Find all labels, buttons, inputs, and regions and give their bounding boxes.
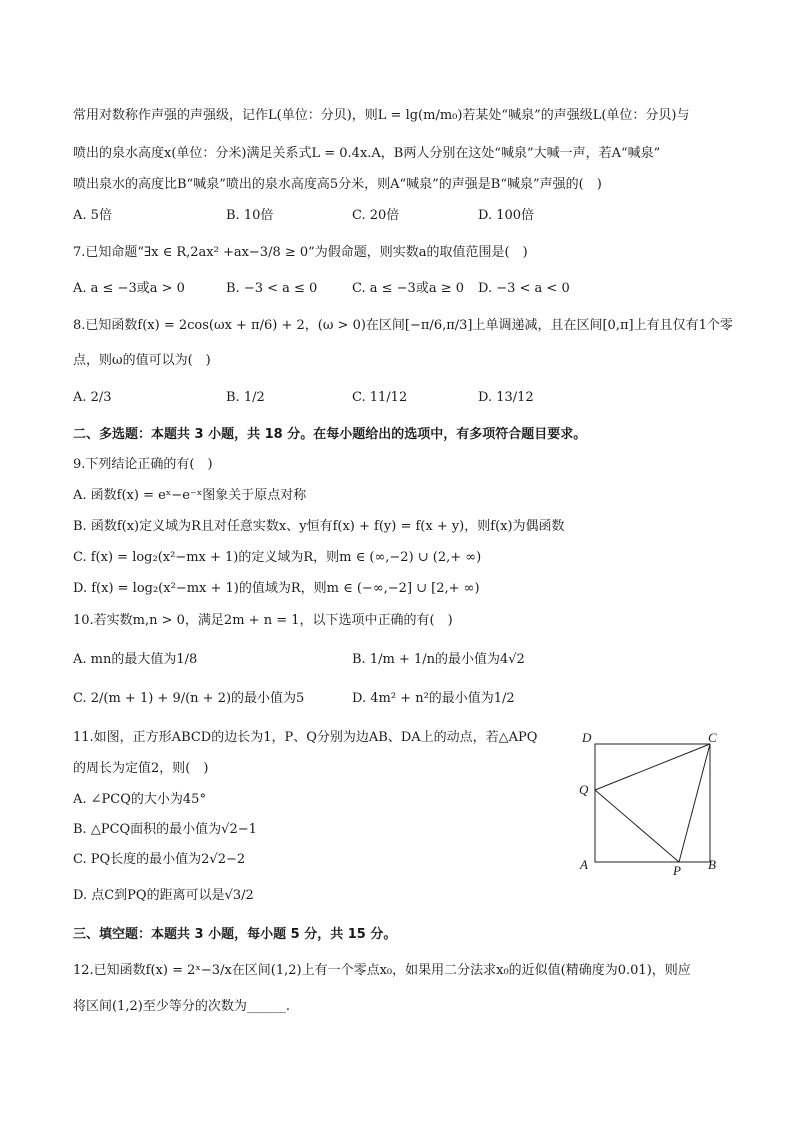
q11-option-a: A. ∠PCQ的大小为45°	[73, 792, 206, 807]
q7-option-b: B. −3 < a ≤ 0	[226, 281, 318, 296]
q7-option-c: C. a ≤ −3或a ≥ 0	[352, 281, 464, 296]
section-2-heading: 二、多选题：本题共 3 小题，共 18 分。在每小题给出的选项中，有多项符合题目要求。	[73, 427, 587, 442]
section-3-heading: 三、填空题：本题共 3 小题，每小题 5 分，共 15 分。	[73, 927, 397, 942]
q10-option-b: B. 1/m + 1/n的最小值为4√2	[352, 652, 525, 667]
q6-option-b: B. 10倍	[226, 208, 274, 223]
q11-option-b: B. △PCQ面积的最小值为√2−1	[73, 822, 257, 837]
q9-option-a: A. 函数f(x) = eˣ−e⁻ˣ图象关于原点对称	[73, 488, 307, 503]
q10-option-d: D. 4m² + n²的最小值为1/2	[352, 691, 515, 706]
q6-line-1: 常用对数称作声强的声强级，记作L(单位：分贝)，则L = lg(m/m₀)若某处“喊泉”的声强级L(单位：分贝)与	[73, 108, 690, 123]
q6-option-c: C. 20倍	[352, 208, 400, 223]
q11-line-1: 11.如图，正方形ABCD的边长为1，P、Q分别为边AB、DA上的动点，若△APQ	[73, 730, 538, 745]
q8-option-a: A. 2/3	[73, 390, 112, 405]
q6-line-3: 喷出泉水的高度比B“喊泉”喷出的泉水高度高5分米，则A“喊泉”的声强是B“喊泉”声强的( )	[73, 177, 602, 192]
label-q: Q	[579, 782, 589, 797]
q8-option-c: C. 11/12	[352, 390, 408, 405]
q11-option-c: C. PQ长度的最小值为2√2−2	[73, 852, 246, 867]
q11-option-d: D. 点C到PQ的距离可以是√3/2	[73, 888, 254, 903]
segment-qp	[595, 790, 679, 862]
q10-option-a: A. mn的最大值为1/8	[73, 652, 198, 667]
q9-stem: 9.下列结论正确的有( )	[73, 457, 213, 472]
segment-qc	[595, 744, 710, 790]
q10-stem: 10.若实数m,n > 0，满足2m + n = 1，以下选项中正确的有( )	[73, 613, 453, 628]
square-abcd-figure	[574, 724, 724, 880]
q11-line-2: 的周长为定值2，则( )	[73, 761, 209, 776]
label-b: B	[708, 857, 716, 872]
q9-option-d: D. f(x) = log₂(x²−mx + 1)的值域为R，则m ∈ (−∞,−2] ∪ [2,+ ∞)	[73, 581, 480, 596]
q8-line-2: 点，则ω的值可以为( )	[73, 353, 211, 368]
segment-pc	[679, 744, 710, 862]
square-abcd	[595, 744, 710, 862]
q8-option-b: B. 1/2	[226, 390, 265, 405]
label-p: P	[673, 863, 681, 878]
q12-line-2: 将区间(1,2)至少等分的次数为______.	[73, 999, 290, 1014]
q10-option-c: C. 2/(m + 1) + 9/(n + 2)的最小值为5	[73, 691, 305, 706]
q7-option-a: A. a ≤ −3或a > 0	[73, 281, 185, 296]
q6-line-2: 喷出的泉水高度x(单位：分米)满足关系式L = 0.4x.A，B两人分别在这处“喊泉”大喊一声，若A“喊泉”	[73, 146, 661, 161]
q9-option-b: B. 函数f(x)定义域为R且对任意实数x、y恒有f(x) + f(y) = f(x + y)，则f(x)为偶函数	[73, 519, 565, 534]
label-d: D	[582, 730, 592, 745]
q12-line-1: 12.已知函数f(x) = 2ˣ−3/x在区间(1,2)上有一个零点x₀，如果用二分法求x₀的近似值(精确度为0.01)，则应	[73, 963, 691, 978]
q8-option-d: D. 13/12	[478, 390, 534, 405]
q6-option-d: D. 100倍	[478, 208, 535, 223]
q7-option-d: D. −3 < a < 0	[478, 281, 570, 296]
q9-option-c: C. f(x) = log₂(x²−mx + 1)的定义域为R，则m ∈ (∞,−2) ∪ (2,+ ∞)	[73, 550, 482, 565]
q6-option-a: A. 5倍	[73, 208, 112, 223]
label-c: C	[708, 730, 717, 745]
q7-stem: 7.已知命题“∃x ∈ R,2ax² +ax−3/8 ≥ 0”为假命题，则实数a的取值范围是( )	[73, 245, 528, 260]
label-a: A	[580, 857, 588, 872]
q8-line-1: 8.已知函数f(x) = 2cos(ωx + π/6) + 2，(ω > 0)在区间[−π/6,π/3]上单调递减，且在区间[0,π]上有且仅有1个零	[73, 318, 733, 333]
